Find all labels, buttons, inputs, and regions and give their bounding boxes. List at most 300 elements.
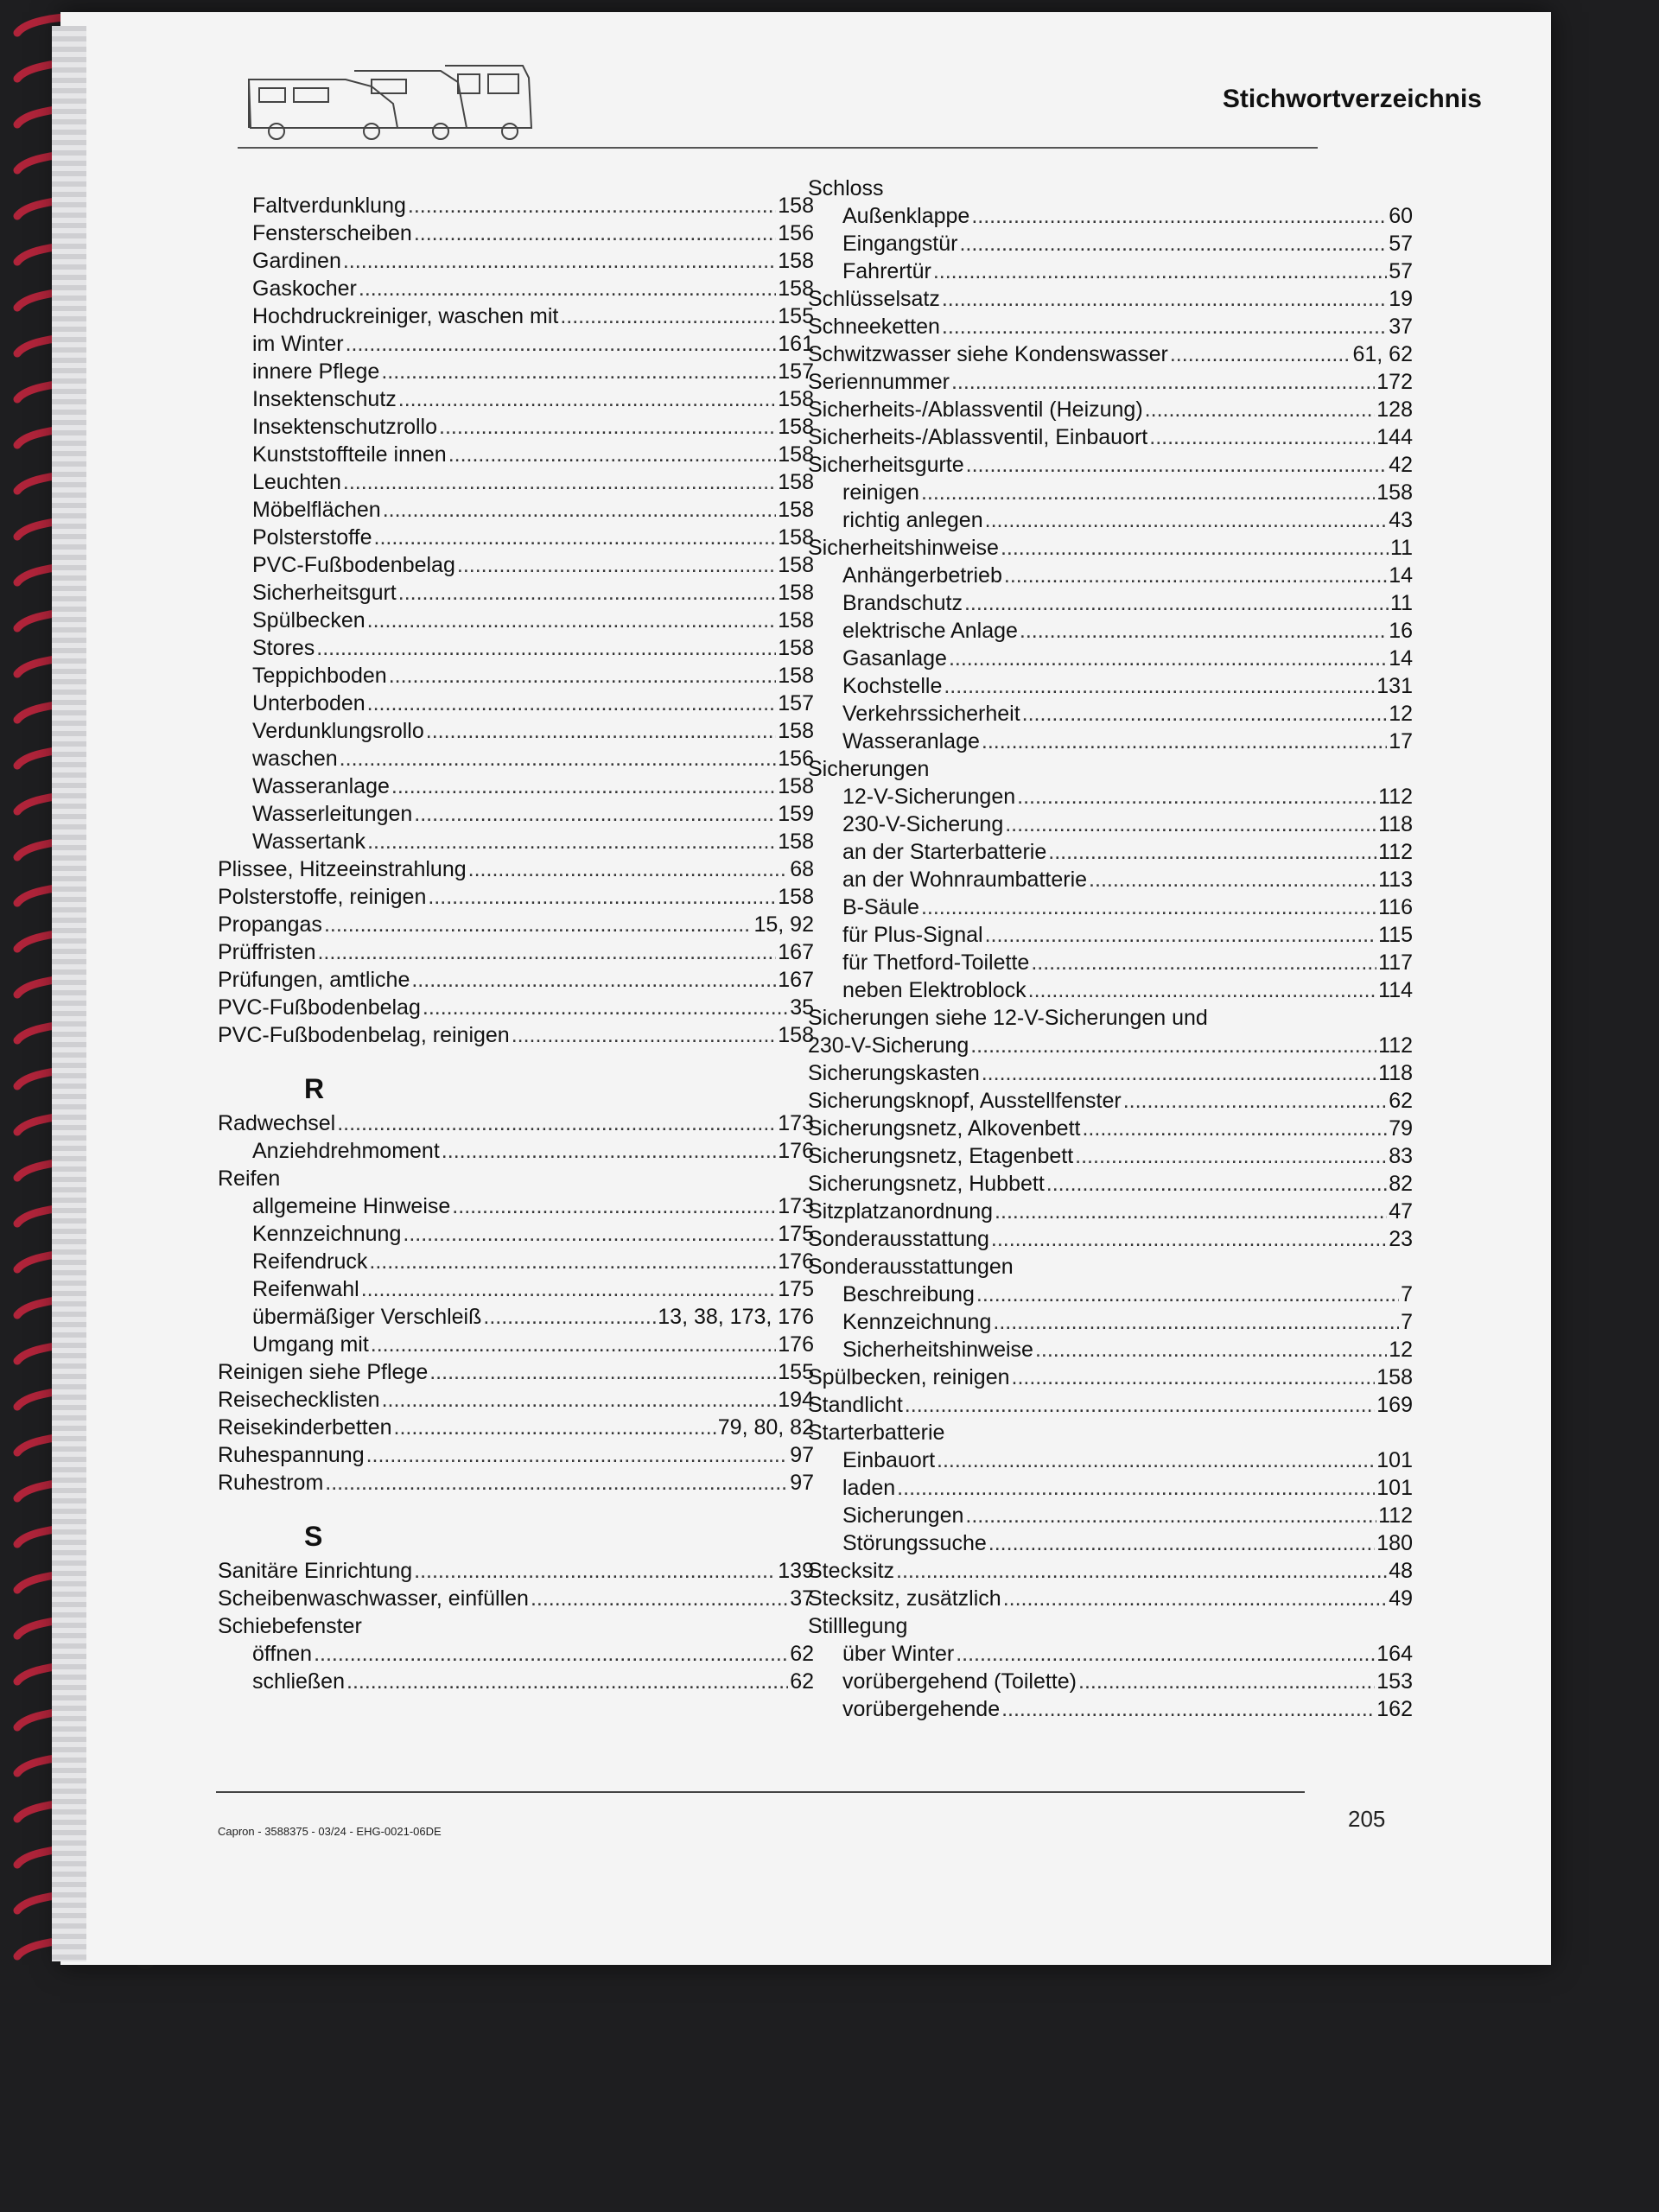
leader-dots xyxy=(993,1308,1399,1336)
index-term: schließen xyxy=(252,1669,345,1694)
index-entry xyxy=(218,883,814,911)
index-entry xyxy=(218,1557,814,1585)
index-entry xyxy=(808,313,1413,340)
index-term: Sanitäre Einrichtung xyxy=(218,1559,413,1583)
index-page-ref: 23 xyxy=(1389,1227,1413,1251)
index-entry xyxy=(218,1137,814,1165)
index-term: Faltverdunklung xyxy=(252,194,406,218)
index-page-ref: 79, 80, 82 xyxy=(717,1415,814,1440)
index-entry xyxy=(218,1109,814,1137)
leader-dots xyxy=(394,1414,716,1441)
leader-dots xyxy=(970,1032,1376,1059)
index-entry xyxy=(218,828,814,855)
leader-dots xyxy=(531,1585,788,1612)
index-entry xyxy=(218,994,814,1021)
index-page-ref: 167 xyxy=(778,940,814,964)
index-entry xyxy=(808,562,1413,589)
index-page-ref: 164 xyxy=(1376,1642,1413,1666)
index-entry xyxy=(218,413,814,441)
leader-dots xyxy=(346,1668,788,1695)
index-term: an der Wohnraumbatterie xyxy=(842,868,1088,892)
index-term: Seriennummer xyxy=(808,370,950,394)
index-page-ref: 43 xyxy=(1389,508,1413,532)
leader-dots xyxy=(985,921,1377,949)
index-entry xyxy=(808,1281,1413,1308)
index-term: für Plus-Signal xyxy=(842,923,983,947)
index-term: Wasserleitungen xyxy=(252,802,413,826)
index-page-ref: 158 xyxy=(778,525,814,550)
index-term: Insektenschutz xyxy=(252,387,397,411)
index-term: Sicherungen xyxy=(842,1503,964,1528)
index-term: im Winter xyxy=(252,332,344,356)
leader-dots xyxy=(1046,1170,1387,1198)
index-page-ref: 57 xyxy=(1389,232,1413,256)
index-entry xyxy=(808,921,1413,949)
index-page-ref: 57 xyxy=(1389,259,1413,283)
index-term: Fahrertür xyxy=(842,259,931,283)
leader-dots xyxy=(317,938,776,966)
index-page-ref: 158 xyxy=(778,276,814,301)
index-term: Außenklappe xyxy=(842,204,970,228)
index-page-ref: 176 xyxy=(778,1139,814,1163)
index-term: Kennzeichnung xyxy=(842,1310,992,1334)
index-entry xyxy=(808,285,1413,313)
index-entry xyxy=(808,423,1413,451)
index-term: Reifen xyxy=(218,1166,281,1191)
leader-dots xyxy=(1145,396,1376,423)
index-group-heading xyxy=(808,1612,1413,1640)
index-entry xyxy=(808,1585,1413,1612)
index-entry xyxy=(808,1557,1413,1585)
index-term: neben Elektroblock xyxy=(842,978,1027,1002)
index-page-ref: 158 xyxy=(778,719,814,743)
index-term: Plissee, Hitzeeinstrahlung xyxy=(218,857,467,881)
index-page-ref: 62 xyxy=(1389,1089,1413,1113)
index-term: Fensterscheiben xyxy=(252,221,412,245)
index-page-ref: 61, 62 xyxy=(1352,342,1413,366)
index-page-ref: 144 xyxy=(1376,425,1413,449)
index-entry xyxy=(808,1115,1413,1142)
index-page-ref: 180 xyxy=(1376,1531,1413,1555)
index-page-ref: 172 xyxy=(1376,370,1413,394)
index-entry xyxy=(808,1142,1413,1170)
index-term: Anziehdrehmoment xyxy=(252,1139,440,1163)
index-term: Hochdruckreiniger, waschen mit xyxy=(252,304,559,328)
index-entry xyxy=(808,645,1413,672)
leader-dots xyxy=(423,994,788,1021)
leader-dots xyxy=(468,855,789,883)
leader-dots xyxy=(1089,866,1376,893)
index-term: Sicherungen xyxy=(808,757,930,781)
index-page-ref: 159 xyxy=(778,802,814,826)
index-entry xyxy=(808,1474,1413,1502)
leader-dots xyxy=(414,1557,776,1585)
index-entry xyxy=(808,838,1413,866)
leader-dots xyxy=(988,1529,1376,1557)
page-title: Stichwortverzeichnis xyxy=(1222,85,1482,113)
leader-dots xyxy=(382,1386,777,1414)
leader-dots xyxy=(942,285,1387,313)
index-entry xyxy=(808,1502,1413,1529)
leader-dots xyxy=(1048,838,1376,866)
index-page-ref: 7 xyxy=(1401,1310,1413,1334)
leader-dots xyxy=(1012,1363,1376,1391)
index-term: Schloss xyxy=(808,176,884,200)
index-term: Prüfungen, amtliche xyxy=(218,968,410,992)
index-entry xyxy=(808,1391,1413,1419)
index-entry xyxy=(808,893,1413,921)
index-entry xyxy=(218,385,814,413)
leader-dots xyxy=(383,496,777,524)
index-page-ref: 158 xyxy=(778,415,814,439)
leader-dots xyxy=(1123,1087,1387,1115)
index-entry xyxy=(808,506,1413,534)
index-column-right xyxy=(808,175,1413,1723)
index-page-ref: 49 xyxy=(1389,1586,1413,1611)
index-term: Gardinen xyxy=(252,249,341,273)
index-page-ref: 35 xyxy=(790,995,814,1020)
index-page-ref: 158 xyxy=(778,664,814,688)
index-term: Störungssuche xyxy=(842,1531,987,1555)
index-entry xyxy=(218,745,814,772)
index-term: Brandschutz xyxy=(842,591,963,615)
index-entry xyxy=(218,441,814,468)
index-letter-heading: S xyxy=(304,1521,323,1552)
index-page-ref: 97 xyxy=(790,1471,814,1495)
index-entry xyxy=(808,1336,1413,1363)
index-term: Teppichboden xyxy=(252,664,387,688)
leader-dots xyxy=(1082,1115,1387,1142)
index-entry xyxy=(218,772,814,800)
index-page-ref: 156 xyxy=(778,221,814,245)
index-term: laden xyxy=(842,1476,896,1500)
index-entry xyxy=(808,340,1413,368)
index-page-ref: 19 xyxy=(1389,287,1413,311)
leader-dots xyxy=(457,551,776,579)
index-page-ref: 155 xyxy=(778,304,814,328)
index-page-ref: 175 xyxy=(778,1222,814,1246)
index-page-ref: 112 xyxy=(1378,840,1413,864)
leader-dots xyxy=(959,230,1387,257)
index-entry xyxy=(218,717,814,745)
index-entry xyxy=(218,302,814,330)
index-page-ref: 158 xyxy=(1376,480,1413,505)
index-term: Stores xyxy=(252,636,315,660)
index-term: Sicherheitshinweise xyxy=(842,1338,1033,1362)
index-entry xyxy=(808,949,1413,976)
index-entry xyxy=(808,451,1413,479)
index-term: Sicherheitshinweise xyxy=(808,536,999,560)
index-page-ref: 158 xyxy=(778,249,814,273)
leader-dots xyxy=(346,330,777,358)
index-page-ref: 101 xyxy=(1376,1448,1413,1472)
leader-dots xyxy=(426,717,777,745)
index-term: Sicherheits-/Ablassventil (Heizung) xyxy=(808,397,1143,422)
index-group-heading xyxy=(808,755,1413,783)
index-term: Stecksitz, zusätzlich xyxy=(808,1586,1001,1611)
index-term: Sicherungsnetz, Etagenbett xyxy=(808,1144,1074,1168)
leader-dots xyxy=(976,1281,1399,1308)
leader-dots xyxy=(314,1640,788,1668)
index-letter-heading: R xyxy=(304,1073,325,1104)
leader-dots xyxy=(1031,949,1376,976)
index-term: Schwitzwasser siehe Kondenswasser xyxy=(808,342,1168,366)
index-entry xyxy=(218,219,814,247)
index-page-ref: 162 xyxy=(1376,1697,1413,1721)
index-page-ref: 112 xyxy=(1378,1503,1413,1528)
index-entry xyxy=(808,1059,1413,1087)
index-entry xyxy=(218,690,814,717)
index-page-ref: 118 xyxy=(1378,812,1413,836)
leader-dots xyxy=(982,728,1387,755)
index-page-ref: 14 xyxy=(1389,563,1413,588)
index-term: Möbelflächen xyxy=(252,498,381,522)
leader-dots xyxy=(1149,423,1375,451)
index-term: Verdunklungsrollo xyxy=(252,719,424,743)
index-page-ref: 62 xyxy=(790,1669,814,1694)
leader-dots xyxy=(343,247,776,275)
leader-dots xyxy=(964,589,1389,617)
index-entry xyxy=(808,1225,1413,1253)
index-entry xyxy=(808,1668,1413,1695)
index-page-ref: 37 xyxy=(790,1586,814,1611)
index-page-ref: 158 xyxy=(778,470,814,494)
leader-dots xyxy=(361,1275,777,1303)
index-page-ref: 158 xyxy=(778,636,814,660)
index-page-ref: 158 xyxy=(778,442,814,467)
index-entry xyxy=(218,1469,814,1497)
leader-dots xyxy=(921,893,1376,921)
leader-dots xyxy=(371,1331,777,1358)
index-entry xyxy=(808,1640,1413,1668)
index-page-ref: 13, 38, 173, 176 xyxy=(658,1305,814,1329)
index-term: über Winter xyxy=(842,1642,955,1666)
index-page-ref: 115 xyxy=(1378,923,1413,947)
index-term: Reifendruck xyxy=(252,1249,368,1274)
index-term: öffnen xyxy=(252,1642,313,1666)
index-term: Insektenschutzrollo xyxy=(252,415,438,439)
index-entry xyxy=(808,1198,1413,1225)
leader-dots xyxy=(452,1192,776,1220)
index-page-ref: 14 xyxy=(1389,646,1413,671)
index-page-ref: 167 xyxy=(778,968,814,992)
index-page-ref: 7 xyxy=(1401,1282,1413,1306)
index-page-ref: 42 xyxy=(1389,453,1413,477)
index-term: Umgang mit xyxy=(252,1332,369,1357)
leader-dots xyxy=(905,1391,1375,1419)
index-entry xyxy=(808,1529,1413,1557)
leader-dots xyxy=(1075,1142,1387,1170)
leader-dots xyxy=(1020,617,1387,645)
index-page-ref: 118 xyxy=(1378,1061,1413,1085)
header-divider xyxy=(238,147,1318,149)
leader-dots xyxy=(560,302,776,330)
leader-dots xyxy=(414,219,776,247)
index-entry xyxy=(218,579,814,607)
index-page-ref: 113 xyxy=(1378,868,1413,892)
index-term: Sicherheitsgurt xyxy=(252,581,397,605)
index-group-heading xyxy=(808,1419,1413,1446)
index-term: übermäßiger Verschleiß xyxy=(252,1305,482,1329)
index-term: innere Pflege xyxy=(252,359,380,384)
index-entry xyxy=(808,1446,1413,1474)
index-term: Reisechecklisten xyxy=(218,1388,380,1412)
leader-dots xyxy=(448,441,777,468)
index-term: Wassertank xyxy=(252,830,366,854)
index-page-ref: 158 xyxy=(778,387,814,411)
index-term: Reifenwahl xyxy=(252,1277,359,1301)
index-page-ref: 173 xyxy=(778,1111,814,1135)
index-page-ref: 101 xyxy=(1376,1476,1413,1500)
index-page-ref: 158 xyxy=(778,194,814,218)
index-page-ref: 156 xyxy=(778,747,814,771)
leader-dots xyxy=(897,1474,1375,1502)
index-entry xyxy=(218,275,814,302)
leader-dots xyxy=(995,1198,1387,1225)
index-page-ref: 79 xyxy=(1389,1116,1413,1141)
leader-dots xyxy=(951,368,1375,396)
index-term: Ruhestrom xyxy=(218,1471,324,1495)
index-entry xyxy=(218,551,814,579)
index-term: Sonderausstattungen xyxy=(808,1255,1014,1279)
leader-dots xyxy=(1078,1668,1375,1695)
index-page-ref: 128 xyxy=(1376,397,1413,422)
index-page-ref: 60 xyxy=(1389,204,1413,228)
index-term: Sonderausstattung xyxy=(808,1227,989,1251)
index-term: Kochstelle xyxy=(842,674,943,698)
index-page-ref: 11 xyxy=(1390,536,1413,560)
index-entry xyxy=(218,662,814,690)
index-term: Verkehrssicherheit xyxy=(842,702,1020,726)
index-term: PVC-Fußbodenbelag xyxy=(218,995,421,1020)
index-term: Standlicht xyxy=(808,1393,903,1417)
index-term: Sicherungsnetz, Hubbett xyxy=(808,1172,1045,1196)
footer-divider xyxy=(216,1791,1305,1793)
index-term: Polsterstoffe xyxy=(252,525,372,550)
index-entry xyxy=(218,1248,814,1275)
index-page-ref: 158 xyxy=(1376,1365,1413,1389)
index-term: Sicherungen siehe 12-V-Sicherungen und xyxy=(808,1006,1208,1030)
index-term: vorübergehend (Toilette) xyxy=(842,1669,1077,1694)
index-entry xyxy=(808,810,1413,838)
index-entry xyxy=(218,966,814,994)
index-page-ref: 12 xyxy=(1389,702,1413,726)
leader-dots xyxy=(408,192,776,219)
index-group-heading xyxy=(808,175,1413,202)
index-term: Sicherungsnetz, Alkovenbett xyxy=(808,1116,1081,1141)
leader-dots xyxy=(325,1469,788,1497)
leader-dots xyxy=(381,358,776,385)
index-entry xyxy=(218,1668,814,1695)
index-term: Unterboden xyxy=(252,691,365,715)
index-entry xyxy=(218,1303,814,1331)
index-page-ref: 82 xyxy=(1389,1172,1413,1196)
index-term: vorübergehende xyxy=(842,1697,1001,1721)
index-entry xyxy=(218,1192,814,1220)
leader-dots xyxy=(442,1137,776,1165)
index-term: Propangas xyxy=(218,912,322,937)
index-entry xyxy=(808,1032,1413,1059)
index-term: Stecksitz xyxy=(808,1559,895,1583)
index-term: Kunststoffteile innen xyxy=(252,442,447,467)
leader-dots xyxy=(429,1358,776,1386)
index-entry xyxy=(218,358,814,385)
index-page-ref: 139 xyxy=(778,1559,814,1583)
leader-dots xyxy=(512,1021,777,1049)
leader-dots xyxy=(1035,1336,1387,1363)
index-entry xyxy=(808,783,1413,810)
index-page-ref: 176 xyxy=(778,1332,814,1357)
index-page-ref: 158 xyxy=(778,553,814,577)
index-term: Kennzeichnung xyxy=(252,1222,402,1246)
motorhome-logo-icon xyxy=(242,60,536,143)
index-entry xyxy=(808,589,1413,617)
index-entry xyxy=(808,534,1413,562)
leader-dots xyxy=(937,1446,1375,1474)
index-page-ref: 16 xyxy=(1389,619,1413,643)
index-term: Schiebefenster xyxy=(218,1614,362,1638)
index-entry xyxy=(218,800,814,828)
leader-dots xyxy=(316,634,776,662)
index-term: Leuchten xyxy=(252,470,341,494)
index-term: 230-V-Sicherung xyxy=(808,1033,969,1058)
index-entry xyxy=(808,728,1413,755)
index-term: waschen xyxy=(252,747,338,771)
leader-dots xyxy=(324,911,753,938)
index-page-ref: 114 xyxy=(1378,978,1413,1002)
leader-dots xyxy=(933,257,1387,285)
index-entry xyxy=(808,230,1413,257)
leader-dots xyxy=(1017,783,1376,810)
index-column-left xyxy=(218,192,814,1695)
index-term: Schneeketten xyxy=(808,315,940,339)
index-page-ref: 161 xyxy=(778,332,814,356)
index-page-ref: 47 xyxy=(1389,1199,1413,1224)
leader-dots xyxy=(1001,1695,1375,1723)
index-term: Beschreibung xyxy=(842,1282,975,1306)
index-term: richtig anlegen xyxy=(842,508,983,532)
index-entry xyxy=(218,911,814,938)
index-page-ref: 117 xyxy=(1378,950,1413,975)
index-page-ref: 175 xyxy=(778,1277,814,1301)
leader-dots xyxy=(414,800,776,828)
index-term: Sicherungskasten xyxy=(808,1061,980,1085)
index-entry xyxy=(218,1414,814,1441)
index-term: für Thetford-Toilette xyxy=(842,950,1030,975)
leader-dots xyxy=(921,479,1375,506)
leader-dots xyxy=(337,1109,776,1137)
leader-dots xyxy=(1022,700,1388,728)
index-term: 230-V-Sicherung xyxy=(842,812,1004,836)
leader-dots xyxy=(949,645,1387,672)
index-page-ref: 12 xyxy=(1389,1338,1413,1362)
index-term: 12-V-Sicherungen xyxy=(842,785,1016,809)
index-term: Stilllegung xyxy=(808,1614,908,1638)
index-page-ref: 112 xyxy=(1378,785,1413,809)
index-page-ref: 131 xyxy=(1376,674,1413,698)
leader-dots xyxy=(398,579,777,607)
index-entry xyxy=(808,617,1413,645)
index-entry xyxy=(808,700,1413,728)
index-entry xyxy=(808,202,1413,230)
leader-dots xyxy=(367,828,776,855)
index-entry xyxy=(218,330,814,358)
index-entry xyxy=(218,1220,814,1248)
index-term: Sicherheitsgurte xyxy=(808,453,964,477)
index-term: Spülbecken xyxy=(252,608,365,632)
leader-dots xyxy=(971,202,1387,230)
leader-dots xyxy=(965,1502,1376,1529)
